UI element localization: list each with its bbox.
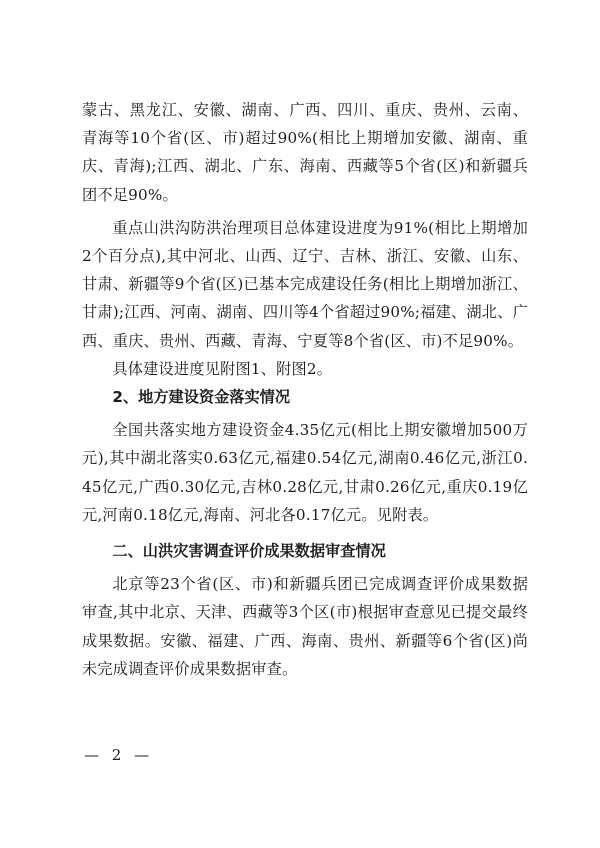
paragraph-see-figures: 具体建设进度见附图1、附图2。 — [112, 359, 333, 378]
document-body — [82, 96, 528, 683]
paragraph-gully-projects: 重点山洪沟防洪治理项目总体建设进度为91%(相比上期增加2个百分点),其中河北、山西、辽宁、吉林、浙江、安徽、山东、甘肃、新疆等9个省(区)已基本完成建设任务(相比上期增加浙江、甘肃);江西、河南、湖南、四川等4个省超过90%;福建、湖北、广西、重庆、贵州、西藏、青海、宁夏等8个省(区、市)不足90%。 — [82, 218, 528, 350]
section-heading-data-review: 二、山洪灾害调查评价成果数据审查情况 — [112, 542, 386, 561]
paragraph-data-review: 北京等23个省(区、市)和新疆兵团已完成调查评价成果数据审查,其中北京、天津、西藏等3个区(市)根据审查意见已提交最终成果数据。安徽、福建、广西、海南、贵州、新疆等6个省(区)尚未完成调查评价成果数据审查。 — [82, 575, 528, 678]
section-heading-local-funds: 2、地方建设资金落实情况 — [112, 388, 291, 407]
paragraph-local-funds: 全国共落实地方建设资金4.35亿元(相比上期安徽增加500万元),其中湖北落实0.63亿元,福建0.54亿元,湖南0.46亿元,浙江0.45亿元,广西0.30亿元,吉林0.28亿元,甘肃0.26亿元,重庆0.19亿元,河南0.18亿元,海南、河北各0.17亿元。见附表。 — [82, 421, 528, 524]
paragraph-progress-provinces: 蒙古、黑龙江、安徽、湖南、广西、四川、重庆、贵州、云南、青海等10个省(区、市)超过90%(相比上期增加安徽、湖南、重庆、青海);江西、湖北、广东、海南、西藏等5个省(区)和新疆兵团不足90%。 — [82, 101, 528, 204]
page-number: — 2 — — [84, 746, 154, 764]
